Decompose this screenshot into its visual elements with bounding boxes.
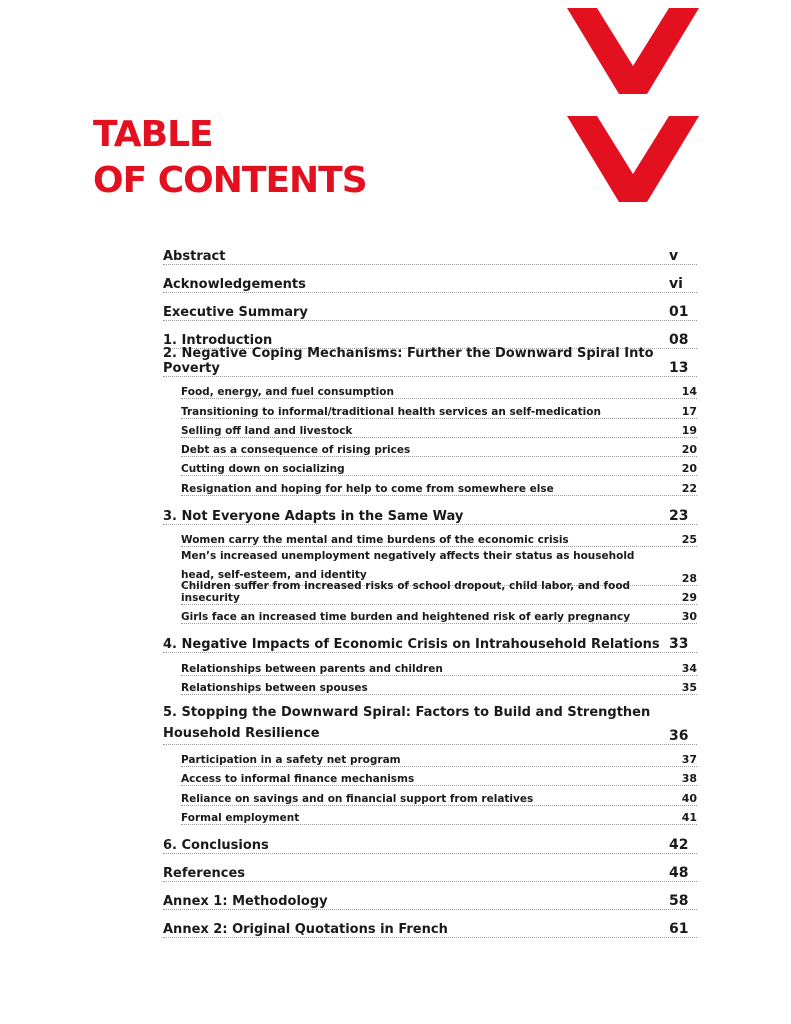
toc-entry-page: 08 (669, 332, 689, 348)
toc-entry-label: Executive Summary (163, 305, 308, 320)
toc-entry-page: 48 (669, 865, 689, 882)
toc-subentry[interactable] (181, 767, 697, 786)
toc-subentry[interactable] (181, 806, 697, 825)
toc-entry-page: vi (669, 276, 683, 292)
toc-entry-abstract[interactable] (163, 236, 697, 264)
toc-entry-executive-summary[interactable] (163, 292, 697, 320)
toc-subentry[interactable] (181, 399, 697, 418)
toc-entry-page: v (669, 248, 679, 264)
toc-entry-label: Participation in a safety net program (181, 754, 401, 767)
toc-entry-page: 01 (669, 304, 689, 320)
toc-entry-label: References (163, 866, 246, 882)
table-of-contents (163, 236, 697, 937)
toc-subentry[interactable] (181, 457, 697, 476)
title-line-2: OF CONTENTS (93, 160, 367, 201)
toc-entry-label: Acknowledgements (163, 277, 306, 292)
toc-entry-annex-2[interactable] (163, 909, 697, 937)
red-double-chevron-icon (567, 8, 699, 204)
toc-entry-conclusions[interactable] (163, 825, 697, 853)
toc-entry-label: Annex 2: Original Quotations in French (163, 922, 448, 938)
toc-subentry[interactable] (181, 476, 697, 495)
toc-entry-page: 33 (669, 636, 689, 653)
toc-entry-label: 2. Negative Coping Mechanisms: Further the Downward Spiral Into Poverty (163, 346, 654, 376)
toc-entry-page: 29 (681, 590, 697, 604)
toc-entry-label: Women carry the mental and time burdens of the economic crisis (181, 534, 569, 547)
toc-entry-label: Debt as a consequence of rising prices (181, 444, 411, 457)
toc-entry-page: 20 (681, 443, 697, 457)
toc-entry-page: 38 (681, 772, 697, 786)
toc-entry-page: 28 (681, 571, 697, 585)
toc-entry-label: Annex 1: Methodology (163, 894, 328, 910)
toc-entry-label: Children suffer from increased risks of school dropout, child labor, and food insecurity (181, 579, 631, 604)
toc-entry-page: 37 (681, 753, 697, 767)
toc-subentry[interactable] (181, 579, 697, 605)
toc-subentry[interactable] (181, 419, 697, 438)
toc-entry-page: 35 (681, 680, 697, 694)
toc-entry-label: Abstract (163, 249, 226, 264)
toc-entry-page: 58 (669, 893, 689, 910)
toc-entry-label: Relationships between spouses (181, 681, 368, 694)
toc-subentry[interactable] (181, 528, 697, 547)
toc-subentry[interactable] (181, 786, 697, 805)
toc-entry-label: Access to informal finance mechanisms (181, 773, 415, 786)
toc-entry-label: Reliance on savings and on financial support from relatives (181, 792, 534, 805)
toc-entry-page: 22 (681, 481, 697, 495)
toc-entry-page: 36 (669, 727, 689, 744)
toc-entry-chapter-5[interactable] (163, 695, 697, 744)
toc-entry-annex-1[interactable] (163, 881, 697, 909)
toc-subentry[interactable] (181, 656, 697, 675)
upper-chevron-shape (567, 8, 699, 94)
toc-entry-page: 30 (681, 610, 697, 624)
toc-entry-page: 42 (669, 837, 689, 854)
toc-entry-label: Cutting down on socializing (181, 463, 345, 476)
toc-subentry[interactable] (181, 748, 697, 767)
toc-entry-page: 17 (681, 404, 697, 418)
toc-entry-label: 4. Negative Impacts of Economic Crisis on Intrahousehold Relations (163, 637, 660, 653)
toc-entry-page: 25 (681, 533, 697, 547)
toc-entry-page: 19 (681, 423, 697, 437)
toc-entry-label: 1. Introduction (163, 333, 273, 348)
toc-entry-page: 13 (669, 360, 689, 376)
toc-entry-page: 14 (681, 385, 697, 399)
toc-entry-references[interactable] (163, 853, 697, 881)
toc-entry-label: Relationships between parents and children (181, 662, 443, 675)
toc-subentry[interactable] (181, 380, 697, 399)
toc-entry-label: 6. Conclusions (163, 838, 269, 854)
lower-chevron-shape (567, 116, 699, 202)
toc-entry-page: 61 (669, 921, 689, 938)
page-title (93, 112, 367, 204)
toc-entry-label: Girls face an increased time burden and heightened risk of early pregnancy (181, 611, 631, 624)
toc-entry-label: Resignation and hoping for help to come from somewhere else (181, 482, 554, 495)
toc-entry-label: Transitioning to informal/traditional health services an self-medication (181, 405, 601, 418)
toc-entry-introduction[interactable] (163, 320, 697, 348)
toc-entry-label: Formal employment (181, 812, 300, 825)
toc-entry-acknowledgements[interactable] (163, 264, 697, 292)
toc-entry-chapter-2[interactable] (163, 348, 697, 376)
toc-subentry[interactable] (181, 438, 697, 457)
toc-entry-label: Selling off land and livestock (181, 424, 353, 437)
toc-entry-label: Food, energy, and fuel consumption (181, 386, 394, 399)
toc-entry-page: 20 (681, 462, 697, 476)
toc-entry-chapter-3[interactable] (163, 496, 697, 524)
toc-subentry[interactable] (181, 605, 697, 624)
title-line-1: TABLE (93, 114, 213, 155)
toc-entry-label: 5. Stopping the Downward Spiral: Factors to Build and Strengthen Household Resilience (163, 704, 651, 742)
toc-entry-page: 34 (681, 661, 697, 675)
toc-entry-chapter-4[interactable] (163, 624, 697, 652)
toc-subentry[interactable] (181, 676, 697, 695)
toc-entry-page: 40 (681, 791, 697, 805)
toc-entry-page: 41 (681, 811, 697, 825)
toc-entry-label: Men’s increased unemployment negatively affects their status as household head, self-esteem, and identity (181, 550, 635, 581)
toc-entry-page: 23 (669, 507, 689, 524)
toc-entry-label: 3. Not Everyone Adapts in the Same Way (163, 508, 464, 524)
